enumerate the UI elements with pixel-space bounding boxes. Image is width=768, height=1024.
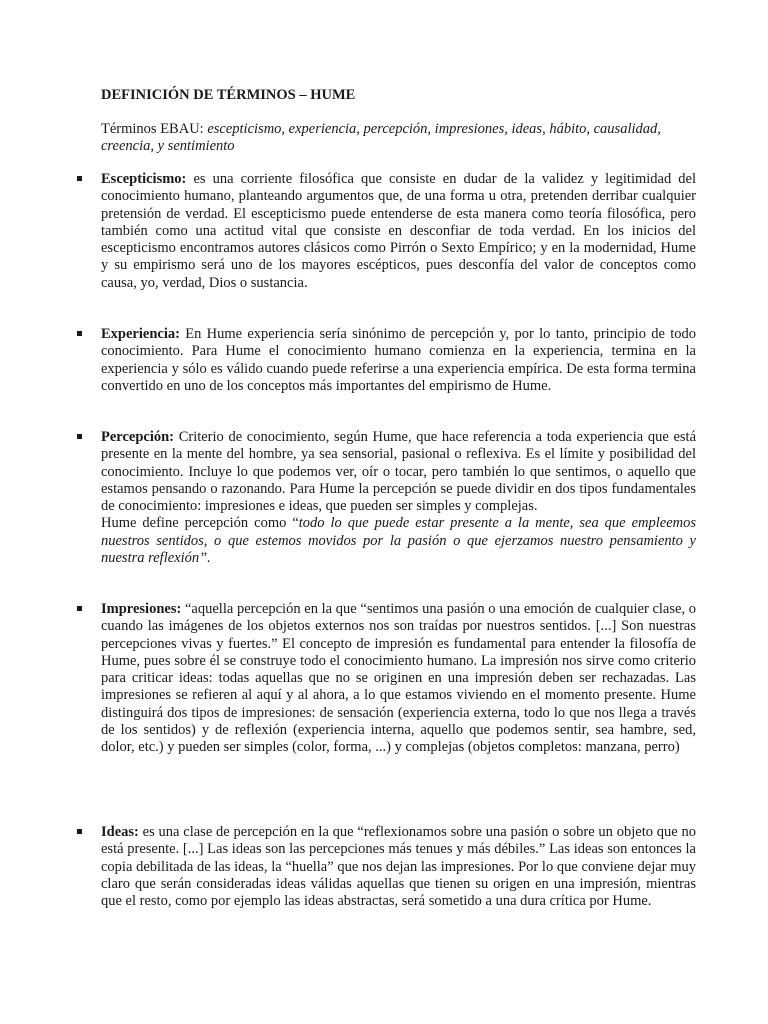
terms-line [101, 121, 681, 156]
term-percepcion: Percepción: [101, 429, 175, 445]
definition-percepcion [101, 429, 696, 567]
bullet-icon [77, 176, 82, 181]
bullet-icon [77, 434, 82, 439]
definition-text: Criterio de conocimiento, según Hume, que hace referencia a toda experiencia que está presente en la mente del hombre, ya sea sensorial, pasional o reflexiva. Es el límite y posibilidad del conocimiento. Incluye lo que podemos ver, oír o tocar, pero también lo que sentimos, o aquello que estamos pensando o razonando. Para Hume la percepción se puede dividir en dos tipos fundamentales de conocimiento: impresiones e ideas, que pueden ser simples y complejas. [101, 429, 697, 515]
terms-label: Términos EBAU: [101, 121, 204, 137]
definition-text: es una corriente filosófica que consiste en dudar de la validez y legitimidad del conocimiento humano, planteando argumentos que, de una forma u otra, pretenden derribar cualquier pretensión de verdad. El escepticismo puede entenderse de esta manera como teoría filosófica, pero también como una actitud vital que consiste en desconfiar de toda verdad. En los inicios del escepticismo encontramos autores clásicos como Pirrón o Sexto Empírico; y en la modernidad, Hume y su empirismo será uno de los mayores escépticos, pues desconfía del valor de conceptos como causa, yo, verdad, Dios o sustancia. [101, 171, 697, 291]
bullet-icon [77, 829, 82, 834]
definition-text: es una clase de percepción en la que “reflexionamos sobre una pasión o sobre un objeto que no está presente. [...] Las ideas son las percepciones más tenues y más débiles.” Las ideas son entonces la copia debilitada de las ideas, la “huella” que nos dejan las impresiones. Por lo que conviene dejar muy claro que serán consideradas ideas válidas aquellas que tienen su origen en una impresión, mientras que el resto, como por ejemplo las ideas abstractas, será sometido a una dura crítica por Hume. [101, 824, 696, 910]
definition-ideas [101, 824, 696, 910]
terms-list: escepticismo, experiencia, percepción, impresiones, ideas, hábito, causalidad, creencia, y sentimiento [101, 121, 661, 155]
definition-escepticismo [101, 171, 696, 292]
term-impresiones: Impresiones: [101, 601, 182, 617]
bullet-icon [77, 606, 82, 611]
bullet-icon [77, 331, 82, 336]
definition-text: “aquella percepción en la que “sentimos una pasión o una emoción de cualquier clase, o cuando las imágenes de los objetos externos nos son traídas por nuestros sentidos. [...] Son nuestras percepciones vivas y fuertes.” El concepto de impresión es fundamental para entender la filosofía de Hume, pues sobre él se construye todo el conocimiento humano. La impresión nos sirve como criterio para criticar ideas: todas aquellas que no se originen en una impresión deben ser rechazadas. Las impresiones se refieren al aquí y al ahora, a lo que estamos viviendo en el momento presente. Hume distinguirá dos tipos de impresiones: de sensación (experiencia externa, todo lo que nos llega a través de los sentidos) y de reflexión (experiencia interna, aquello que podemos sentir, sea hambre, sed, dolor, etc.) y pueden ser simples (color, forma, ...) y complejas (objetos completos: manzana, perro) [101, 601, 697, 756]
term-experiencia: Experiencia: [101, 326, 180, 342]
term-ideas: Ideas: [101, 824, 139, 840]
term-escepticismo: Escepticismo: [101, 171, 187, 187]
quote-text: todo lo que puede estar presente a la mente, sea que empleemos nuestros sentidos, o que estemos movidos por la pasión o que ejerzamos nuestro pensamiento y nuestra reflexión”. [101, 515, 696, 567]
definition-text: En Hume experiencia sería sinónimo de percepción y, por lo tanto, principio de todo conocimiento. Para Hume el conocimiento humano comienza en la experiencia, termina en la experiencia y sólo es válido cuando puede referirse a una experiencia empírica. De esta forma termina convertido en uno de los conceptos más importantes del empirismo de Hume. [101, 326, 697, 394]
definition-experiencia [101, 326, 696, 395]
quote-intro: Hume define percepción como “ [101, 515, 299, 532]
definition-impresiones [101, 601, 696, 757]
document-title: DEFINICIÓN DE TÉRMINOS – HUME [101, 87, 356, 103]
